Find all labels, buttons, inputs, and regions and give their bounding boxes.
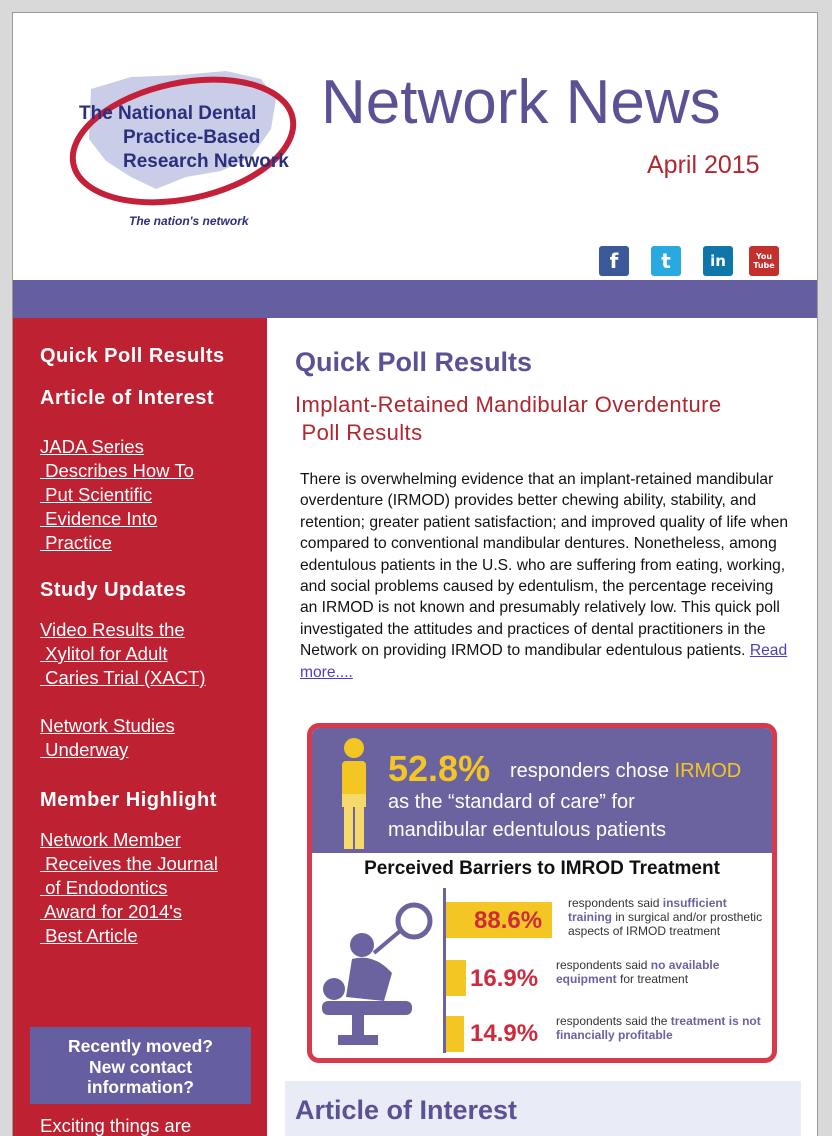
poll-infographic — [307, 723, 777, 1063]
sidebar-heading-quick-poll[interactable]: Quick Poll Results — [40, 345, 225, 367]
logo-line-3: Research Network — [123, 151, 289, 172]
sidebar-link-member-award[interactable]: Network Member Receives the Journal of Endodontics Award for 2014's Best Article — [40, 829, 218, 946]
headline-percent: 52.8% — [388, 748, 491, 789]
sidebar-link-jada-series[interactable]: JADA Series Describes How To Put Scientific Evidence Into Practice — [40, 436, 194, 553]
barrier-text-post: for treatment — [616, 972, 689, 986]
barrier-text-highlight: insufficient training — [568, 896, 727, 924]
barriers-title: Perceived Barriers to IMROD Treatment — [364, 858, 720, 879]
barrier-bar — [446, 1016, 464, 1052]
sidebar-heading-article[interactable]: Article of Interest — [40, 387, 214, 409]
barrier-text-pre: respondents said — [556, 958, 651, 972]
logo-graphic — [61, 49, 306, 239]
sidebar-bottom-text: Exciting things are — [40, 1115, 192, 1136]
barrier-text-pre: respondents said — [568, 896, 663, 910]
logo-line-1: The National Dental — [79, 103, 257, 124]
barrier-bar — [446, 960, 466, 996]
facebook-icon[interactable]: f — [599, 246, 629, 276]
barrier-percent: 16.9% — [470, 965, 539, 992]
recently-moved-box[interactable]: Recently moved? New contact information? — [30, 1027, 251, 1104]
poll-body-text: There is overwhelming evidence that an implant-retained mandibular overdenture (IRMOD) provides better chewing ability, stability, and retention; greater patient satisfaction; and improved quality of life when compared to conventional mandibular dentures. Nonetheless, among edentulous patients in the U.S. who are suffering from eating, working, and social problems caused by edentulism, the percentage receiving an IRMOD is not known and presumably relatively low. This quick poll investigated the attitudes and practices of dental practitioners in the Network on providing IRMOD to mandibular edentulous patients. — [300, 471, 789, 660]
sidebar-heading-study-updates: Study Updates — [40, 579, 187, 601]
sidebar-heading-member-highlight: Member Highlight — [40, 789, 217, 811]
newsletter-title: Network News — [321, 68, 721, 137]
barrier-text-pre: respondents said the — [556, 1014, 671, 1028]
sidebar-link-xact-video[interactable]: Video Results the Xylitol for Adult Caries Trial (XACT) — [40, 619, 206, 688]
barrier-text — [556, 958, 770, 986]
barrier-text — [568, 896, 772, 938]
linkedin-icon[interactable]: in — [703, 246, 733, 276]
logo-tagline: The nation's network — [129, 214, 249, 228]
barrier-percent: 14.9% — [470, 1020, 539, 1047]
dentist-illustration — [314, 893, 444, 1063]
section-title-quick-poll: Quick Poll Results — [295, 347, 533, 377]
barrier-text-post: in surgical and/or prosthetic aspects of IRMOD treatment — [568, 910, 763, 938]
newsletter-page — [12, 12, 818, 1136]
read-more-link[interactable]: Read more.... — [300, 642, 788, 681]
logo-line-2: Practice-Based — [123, 127, 261, 148]
barrier-percent: 88.6% — [474, 907, 543, 934]
sidebar-link-network-studies[interactable]: Network Studies Underway — [40, 715, 175, 760]
barrier-text-highlight: no available equipment — [556, 958, 720, 986]
headline-pre: responders chose — [510, 760, 675, 782]
poll-body — [300, 469, 792, 683]
barrier-text-highlight: treatment is not financially profitable — [556, 1014, 761, 1042]
barrier-text — [556, 1014, 770, 1042]
headline-highlight: IRMOD — [674, 760, 742, 782]
header-band — [13, 280, 818, 318]
person-icon — [334, 734, 394, 859]
twitter-icon[interactable]: t — [651, 246, 681, 276]
ndpbrn-logo — [61, 49, 306, 239]
headline-line-1 — [510, 760, 741, 783]
headline-rest: as the “standard of care” for mandibular edentulous patients — [388, 791, 666, 841]
issue-date: April 2015 — [647, 151, 760, 179]
youtube-icon[interactable]: You Tube — [749, 246, 779, 276]
poll-subtitle: Implant-Retained Mandibular Overdenture Poll Results — [295, 392, 722, 445]
section-title-article: Article of Interest — [295, 1095, 518, 1125]
infographic-header — [312, 728, 772, 853]
